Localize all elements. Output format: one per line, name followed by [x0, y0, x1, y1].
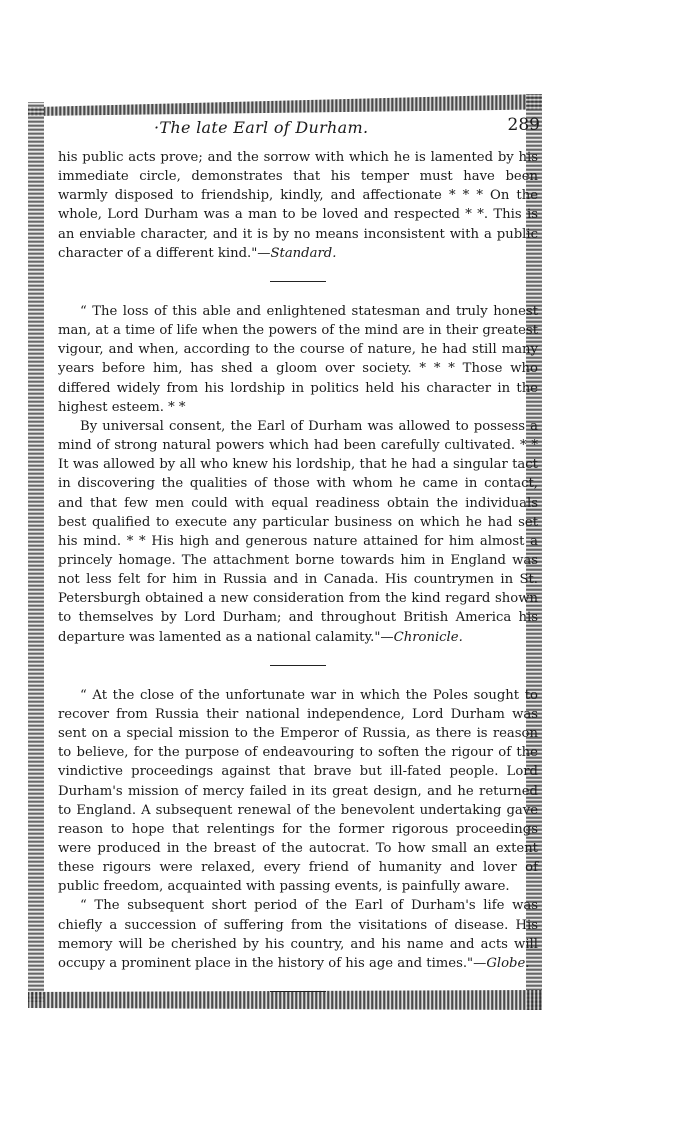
- paragraph: [58, 686, 538, 897]
- paragraph-text: “ The loss of this able and enlightened statesman and truly honest man, at a time of life when the powers of the mind are in their greatest vigour, and when, according to the course of nature, he had still many years before him, has shed a gloom over society. * * * Those who differed widely from his lordship in politics held his character in the highest esteem. * *: [58, 303, 538, 415]
- section-divider: [270, 991, 326, 992]
- page-number: 289: [507, 115, 540, 135]
- paragraph-text: “ The subsequent short period of the Earl of Durham's life was chiefly a succession of suffering from the visitations of disease. His memory will be cherished by his country, and his name and acts will occupy a prominent place in the history of his age and times."—: [58, 898, 538, 971]
- section-divider: [270, 281, 326, 282]
- paragraph: [58, 302, 538, 417]
- source-attribution: Globe.: [486, 955, 530, 971]
- running-title: ·The late Earl of Durham.: [154, 118, 369, 137]
- page-edge-left: [28, 102, 44, 1002]
- source-attribution: Chronicle.: [393, 629, 463, 645]
- page-edge-top: [28, 94, 542, 116]
- paragraph: [58, 417, 538, 647]
- paragraph-text: By universal consent, the Earl of Durham was allowed to possess a mind of strong natural powers which had been carefully cultivated. * * It was allowed by all who knew his lordship, that he had a singular tact in discovering the qualities of those with whom he came in contact, and that few men could with equal readiness obtain the individuals best qualified to execute any particular business on which he had set his mind. * * His high and generous nature attained for him almost a princely homage. The attachment borne towards him in England was not less felt for him in Russia and in Canada. His countrymen in St. Petersburgh obtained a new consideration from the kind regard shown to themselves by Lord Durham; and throughout British America his departure was lamented as a national calamity."—: [58, 418, 538, 645]
- page-header: [58, 115, 540, 144]
- page-content: [58, 115, 540, 1012]
- paragraph-text: “ At the close of the unfortunate war in which the Poles sought to recover from Russia their national independence, Lord Durham was sent on a special mission to the Emperor of Russia, as there is reason to believe, for the purpose of endeavouring to soften the rigour of the vindictive proceedings against that brave but ill-fated people. Lord Durham's mission of mercy failed in its great design, and he returned to England. A subsequent renewal of the benevolent undertaking gave reason to hope that relentings for the former rigorous proceedings were produced in the breast of the autocrat. To how small an extent these rigours were relaxed, every friend of humanity and lover of public freedom, acquainted with passing events, is painfully aware.: [58, 687, 538, 895]
- paragraph-text: his public acts prove; and the sorrow with which he is lamented by his immediate circle, demonstrates that his temper must have been warmly disposed to friendship, kindly, and affectionate * * * On the whole, Lord Durham was a man to be loved and respected * *. This is an enviable character, and it is by no means inconsistent with a public character of a different kind."—: [58, 150, 538, 261]
- source-attribution: Standard.: [270, 245, 337, 261]
- paragraph: [58, 896, 538, 973]
- section-divider: [270, 665, 326, 666]
- paragraph: [58, 148, 538, 263]
